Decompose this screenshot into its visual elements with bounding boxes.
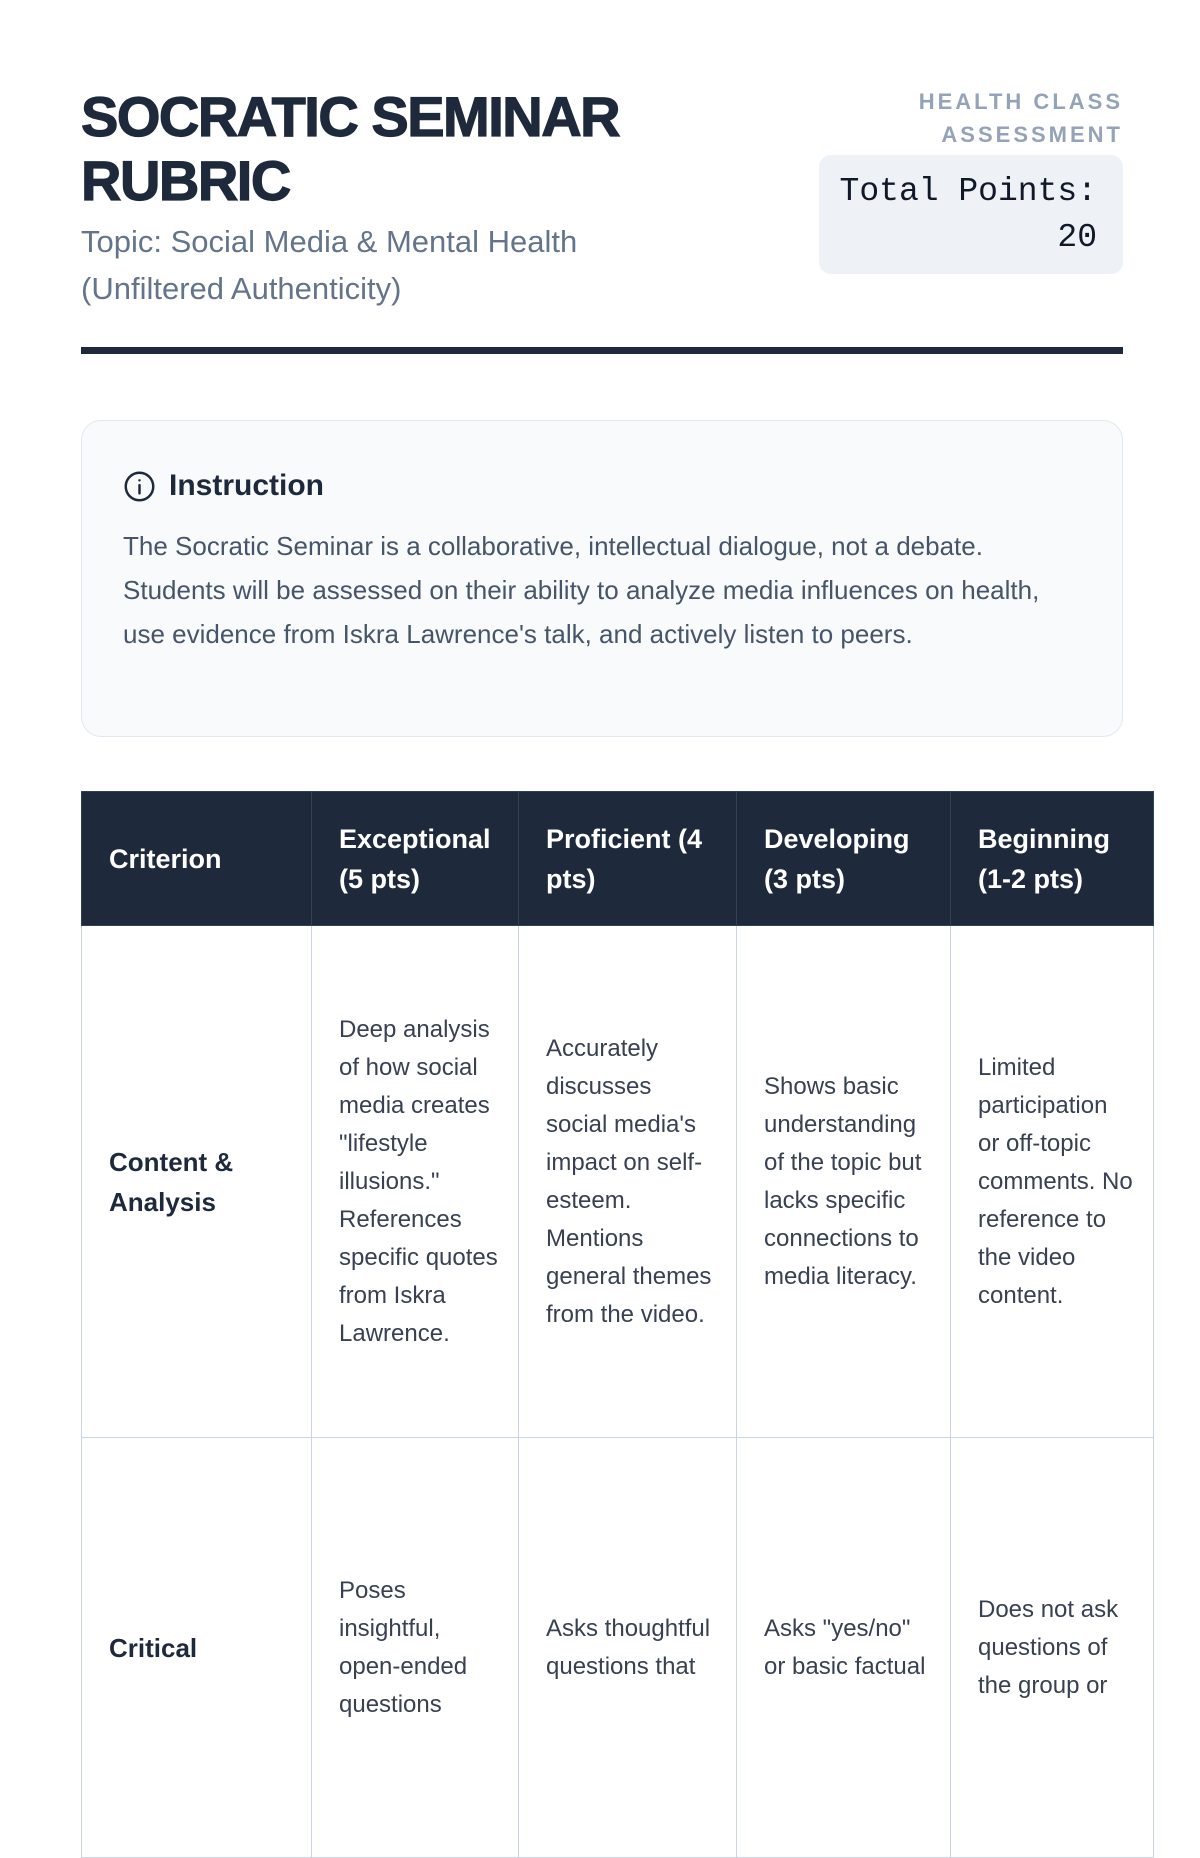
developing-cell: Asks "yes/no" or basic factual <box>737 1438 951 1858</box>
developing-cell: Shows basic understanding of the topic but lacks specific connections to media literacy. <box>737 926 951 1438</box>
assessment-label: HEALTH CLASS ASSESSMENT <box>918 89 1123 147</box>
criterion-cell: Content & Analysis <box>82 926 312 1438</box>
topic-subtitle: Topic: Social Media & Mental Health (Unfiltered Authenticity) <box>81 224 578 306</box>
table-header-row <box>82 792 1154 926</box>
table-row <box>82 926 1154 1438</box>
header <box>81 85 1123 355</box>
info-icon <box>123 470 156 503</box>
rubric-table-wrapper <box>81 791 1153 1858</box>
column-header-exceptional: Exceptional (5 pts) <box>312 792 519 926</box>
page-title: SOCRATIC SEMINAR RUBRIC <box>81 85 620 212</box>
column-header-beginning: Beginning (1-2 pts) <box>951 792 1154 926</box>
proficient-cell: Asks thoughtful questions that <box>519 1438 737 1858</box>
instruction-title: Instruction <box>169 469 324 502</box>
table-row <box>82 1438 1154 1858</box>
instruction-card <box>81 420 1123 737</box>
column-header-proficient: Proficient (4 pts) <box>519 792 737 926</box>
beginning-cell: Limited participation or off-topic comments. No reference to the video content. <box>951 926 1154 1438</box>
exceptional-cell: Poses insightful, open-ended questions <box>312 1438 519 1858</box>
proficient-cell: Accurately discusses social media's impact on self-esteem. Mentions general themes from the video. <box>519 926 737 1438</box>
column-header-developing: Developing (3 pts) <box>737 792 951 926</box>
instruction-header <box>123 466 1082 506</box>
instruction-text: The Socratic Seminar is a collaborative, intellectual dialogue, not a debate. Students will be assessed on their ability to analyze media influences on health, use evidence from Iskra Lawrence's talk, and actively listen to peers. <box>123 531 1040 649</box>
criterion-cell: Critical <box>82 1438 312 1858</box>
header-divider <box>81 347 1123 354</box>
column-header-criterion: Criterion <box>82 792 312 926</box>
exceptional-cell: Deep analysis of how social media creates "lifestyle illusions." References specific quotes from Iskra Lawrence. <box>312 926 519 1438</box>
beginning-cell: Does not ask questions of the group or <box>951 1438 1154 1858</box>
total-points-box: Total Points: 20 <box>819 155 1123 274</box>
rubric-table <box>81 791 1154 1858</box>
